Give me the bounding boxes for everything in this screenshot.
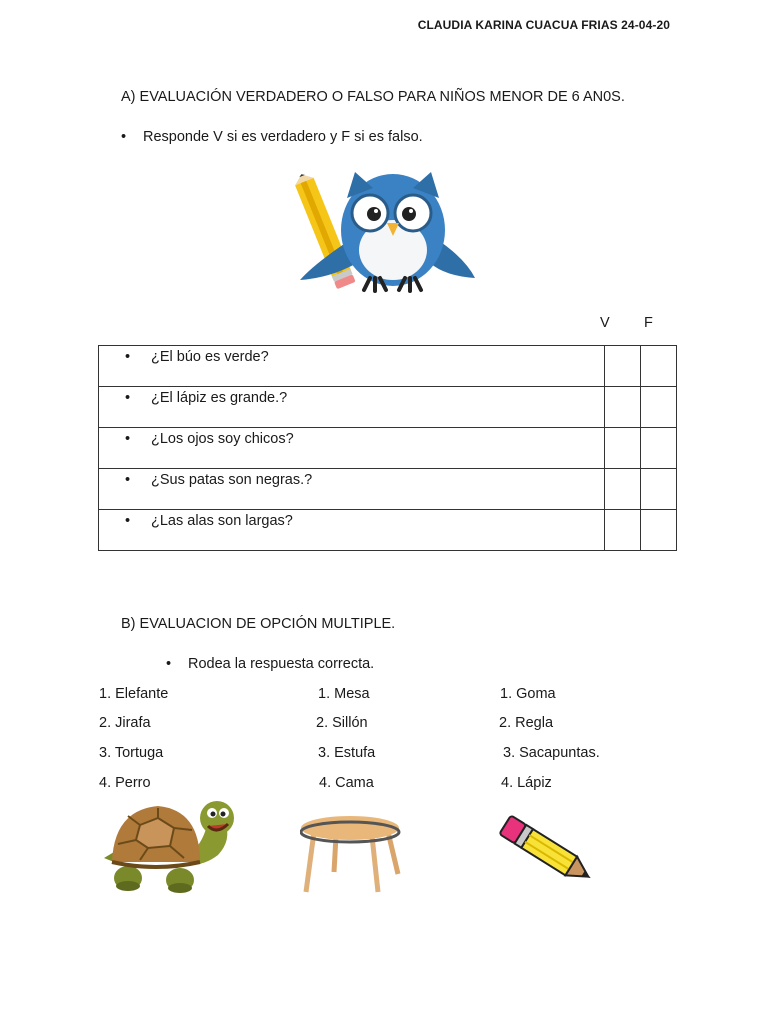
- option-cama[interactable]: 4. Cama: [319, 775, 374, 791]
- answer-box-f[interactable]: [641, 510, 677, 551]
- bullet-icon: •: [125, 349, 131, 365]
- answer-box-v[interactable]: [605, 469, 641, 510]
- question-text: ¿Las alas son largas?: [151, 513, 293, 529]
- question-cell: [99, 510, 605, 551]
- question-text: ¿Sus patas son negras.?: [151, 472, 313, 488]
- bullet-icon: •: [125, 431, 131, 447]
- header-author-date: CLAUDIA KARINA CUACUA FRIAS 24-04-20: [417, 18, 670, 32]
- bullet-icon: •: [125, 472, 131, 488]
- column-header-f: F: [644, 315, 653, 331]
- question-text: ¿Los ojos soy chicos?: [151, 431, 294, 447]
- option-elefante[interactable]: 1. Elefante: [99, 686, 169, 702]
- answer-box-f[interactable]: [641, 387, 677, 428]
- option-jirafa[interactable]: 2. Jirafa: [99, 715, 151, 731]
- bullet-icon: •: [125, 390, 131, 406]
- question-text: ¿El lápiz es grande.?: [151, 390, 288, 406]
- option-estufa[interactable]: 3. Estufa: [318, 745, 376, 761]
- question-cell: [99, 428, 605, 469]
- answer-box-v[interactable]: [605, 428, 641, 469]
- option-sacapuntas[interactable]: 3. Sacapuntas.: [503, 745, 600, 761]
- table-row: [99, 469, 677, 510]
- option-tortuga[interactable]: 3. Tortuga: [99, 745, 164, 761]
- section-a-title: A) EVALUACIÓN VERDADERO O FALSO PARA NIÑOS MENOR DE 6 AN0S.: [121, 89, 625, 105]
- option-goma[interactable]: 1. Goma: [500, 686, 556, 702]
- instruction-text: Rodea la respuesta correcta.: [188, 656, 375, 672]
- answer-box-v[interactable]: [605, 510, 641, 551]
- table-row: [99, 346, 677, 387]
- bullet-icon: •: [125, 513, 131, 529]
- question-cell: [99, 346, 605, 387]
- option-perro[interactable]: 4. Perro: [99, 775, 151, 791]
- pencil-image: [495, 812, 600, 892]
- turtle-image: [100, 800, 238, 895]
- question-cell: [99, 387, 605, 428]
- option-lapiz[interactable]: 4. Lápiz: [501, 775, 552, 791]
- true-false-table: [98, 345, 677, 551]
- answer-box-v[interactable]: [605, 387, 641, 428]
- answer-box-f[interactable]: [641, 346, 677, 387]
- table-row: [99, 428, 677, 469]
- bullet-icon: •: [121, 129, 127, 145]
- question-text: ¿El búo es verde?: [151, 349, 269, 365]
- question-cell: [99, 469, 605, 510]
- answer-box-f[interactable]: [641, 469, 677, 510]
- option-sillon[interactable]: 2. Sillón: [316, 715, 368, 731]
- column-header-v: V: [600, 315, 610, 331]
- table-image: [300, 812, 402, 894]
- answer-box-v[interactable]: [605, 346, 641, 387]
- section-b-title: B) EVALUACION DE OPCIÓN MULTIPLE.: [121, 616, 396, 632]
- option-regla[interactable]: 2. Regla: [499, 715, 554, 731]
- section-b-instruction: [166, 656, 374, 672]
- table-row: [99, 510, 677, 551]
- section-a-instruction: [121, 129, 423, 145]
- bullet-icon: •: [166, 656, 172, 672]
- instruction-text: Responde V si es verdadero y F si es falso.: [143, 129, 423, 145]
- table-row: [99, 387, 677, 428]
- option-mesa[interactable]: 1. Mesa: [318, 686, 370, 702]
- answer-box-f[interactable]: [641, 428, 677, 469]
- owl-with-pencil-image: [295, 168, 480, 298]
